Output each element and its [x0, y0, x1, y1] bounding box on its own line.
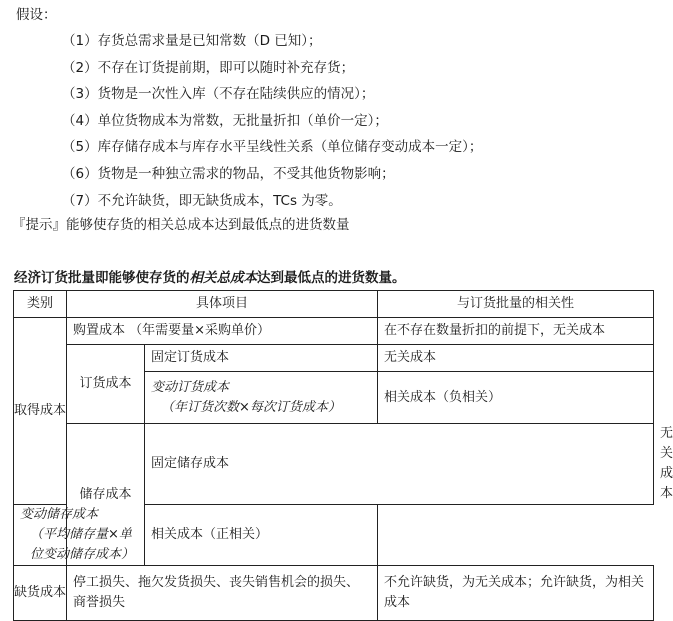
heading-part: 达到最低点的进货数量。	[257, 270, 406, 286]
item-fixed-order: 固定订货成本	[145, 345, 378, 372]
item-variable-storage	[14, 505, 145, 566]
assumption-item: （2）不存在订货提前期，即可以随时补充存货；	[62, 59, 355, 76]
item-purchase-cost: 购置成本 （年需要量×采购单价）	[67, 318, 378, 345]
assumptions-title: 假设：	[16, 7, 57, 23]
assumption-item: （1）存货总需求量是已知常数（D 已知）；	[62, 33, 322, 49]
assumption-item: （7）不允许缺货，即无缺货成本，TCs 为零。	[62, 192, 342, 209]
heading-part: 经济订货批量即能够使存货的	[14, 270, 190, 286]
variable-storage-label: 变动储存成本	[20, 507, 99, 522]
header-category: 类别	[14, 291, 67, 318]
category-acquire: 取得成本	[14, 318, 67, 505]
variable-order-label: 变动订货成本	[151, 379, 230, 395]
section-heading	[14, 266, 406, 286]
assumptions-list	[62, 32, 482, 218]
category-storage: 储存成本	[67, 424, 145, 566]
item-order-cost: 订货成本	[67, 345, 145, 424]
relevance-fixed-order: 无关成本	[378, 345, 654, 372]
item-shortage: 停工损失、拖欠发货损失、丧失销售机会的损失、商誉损失	[67, 566, 378, 621]
item-variable-order	[145, 372, 378, 424]
relevance-shortage: 不允许缺货，为无关成本；允许缺货，为相关成本	[378, 566, 654, 621]
header-items: 具体项目	[67, 291, 378, 318]
assumption-item: （4）单位货物成本为常数，无批量折扣（单价一定）；	[62, 112, 388, 129]
relevance-variable-order: 相关成本（负相关）	[378, 372, 654, 424]
cost-table: 类别 具体项目 与订货批量的相关性 取得成本 购置成本 （年需要量×采购单价） 在不存在数量折扣的前提下，无关成本 订货成本 固定订货成本 无关成本 变动订货成本 （年订货次数×每次订货成本） 相关成本（负相关） 储存成本 固定储存成本 无关成本 变动储存成本 （平均储存量×单位变动储存成本） 相关成本（正相关） 缺货成本 停工损失、拖欠发货损失、丧失销售机会的损失、商誉损失 不允许缺货，为无关成本；允许缺货，为相关成本	[13, 290, 654, 621]
variable-order-formula: （年订货次数×每次订货成本）	[161, 399, 341, 415]
header-relevance: 与订货批量的相关性	[378, 291, 654, 318]
tip-text: 『提示』能够使存货的相关总成本达到最低点的进货数量	[12, 217, 350, 233]
item-fixed-storage: 固定储存成本	[145, 424, 654, 505]
relevance-purchase: 在不存在数量折扣的前提下，无关成本	[378, 318, 654, 345]
variable-storage-formula: （平均储存量×单位变动储存成本）	[30, 527, 135, 562]
assumption-item: （6）货物是一种独立需求的物品，不受其他货物影响；	[62, 165, 395, 182]
assumption-item: （3）货物是一次性入库（不存在陆续供应的情况）；	[62, 86, 375, 103]
heading-emphasis: 相关总成本	[189, 270, 257, 286]
relevance-variable-storage: 相关成本（正相关）	[145, 505, 378, 566]
category-shortage: 缺货成本	[14, 566, 67, 621]
assumption-item: （5）库存储存成本与库存水平呈线性关系（单位储存变动成本一定）；	[62, 139, 483, 156]
